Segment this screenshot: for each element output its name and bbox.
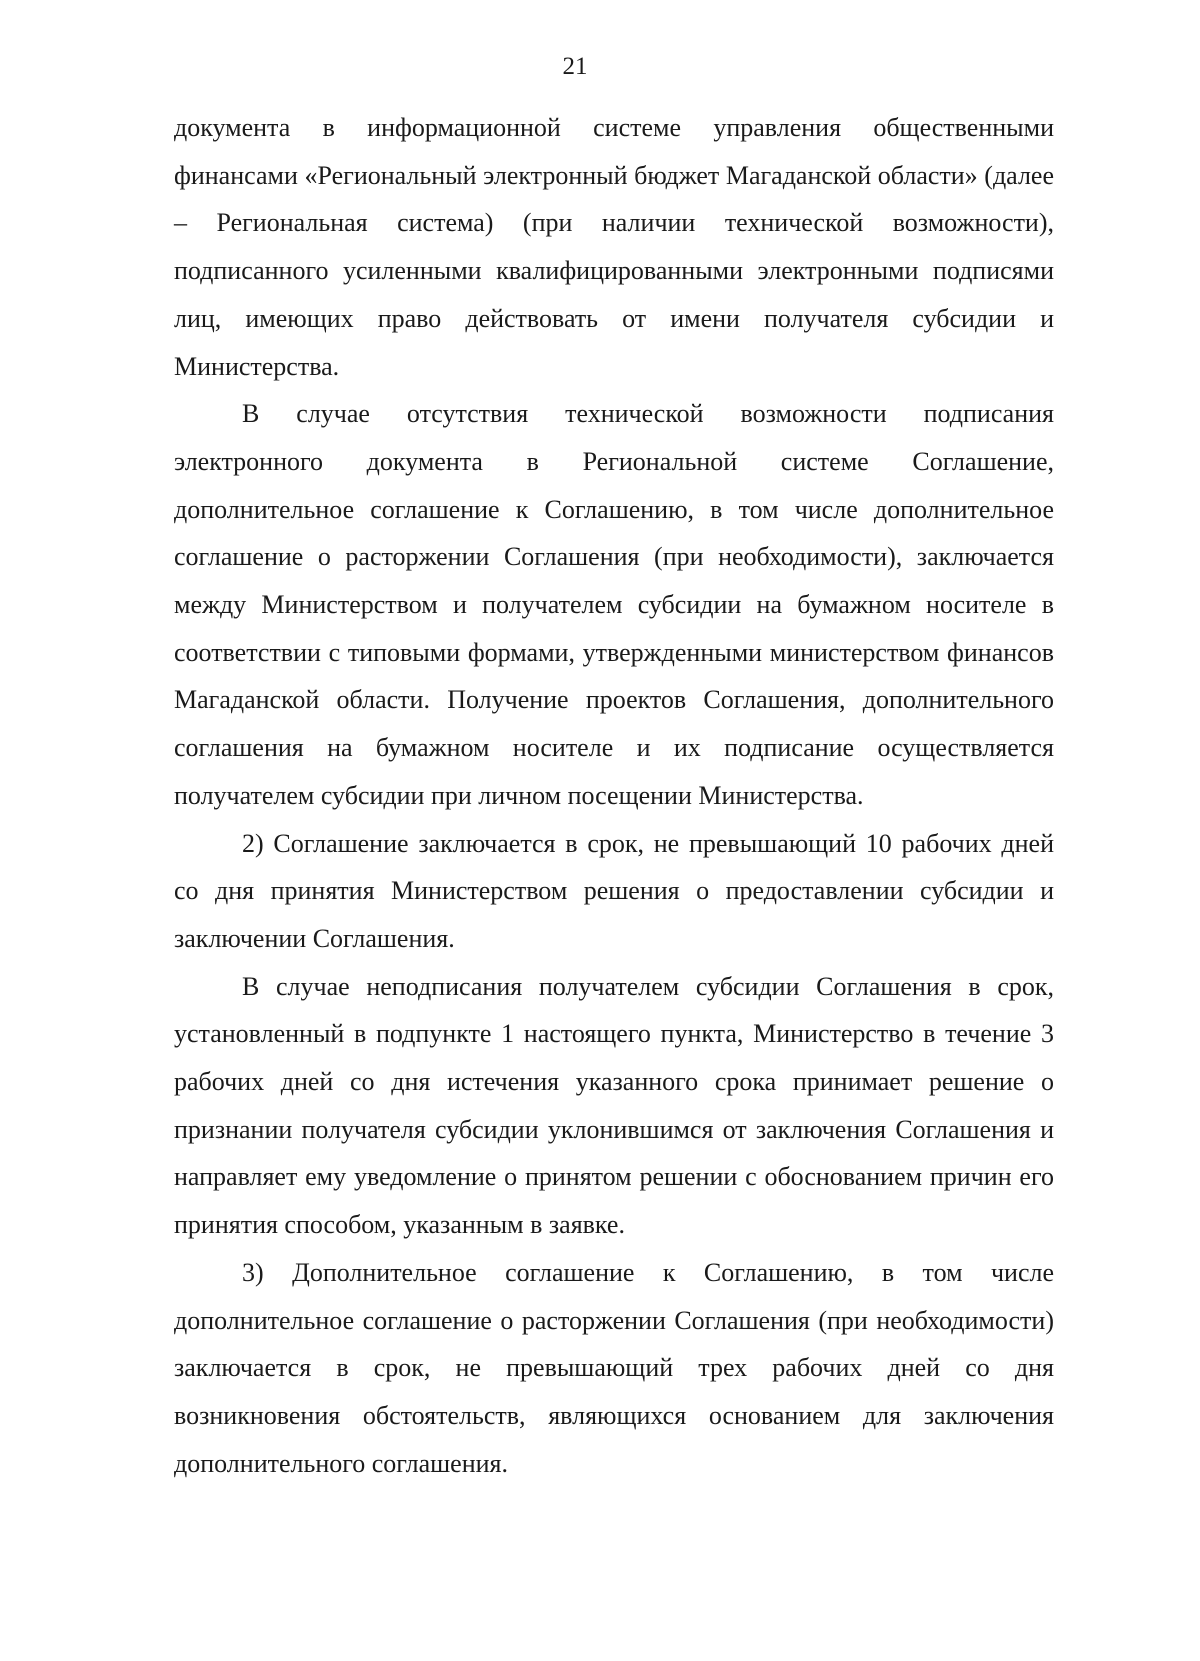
paragraph-item-3: 3) Дополнительное соглашение к Соглашению, в том числе дополнительное соглашение о расторжении Соглашения (при необходимости) заключается в срок, не превышающий трех рабочих дней со дня возникновения обстоятельств, являющихся основанием для заключения дополнительного соглашения. (174, 1257, 1054, 1478)
document-body (174, 104, 1054, 1487)
paragraph-continuation: документа в информационной системе управления общественными финансами «Региональный электронный бюджет Магаданской области» (далее – Региональная система) (при наличии технической возможности), подписанного усиленными квалифицированными электронными подписями лиц, имеющих право действовать от имени получателя субсидии и Министерства. (174, 113, 1054, 381)
page-number: 21 (562, 53, 588, 80)
paragraph-no-technical-possibility: В случае отсутствия технической возможности подписания электронного документа в Региональной системе Соглашение, дополнительное соглашение к Соглашению, в том числе дополнительное соглашение о расторжении Соглашения (при необходимости), заключается между Министерством и получателем субсидии на бумажном носителе в соответствии с типовыми формами, утвержденными министерством финансов Магаданской области. Получение проектов Соглашения, дополнительного соглашения на бумажном носителе и их подписание осуществляется получателем субсидии при личном посещении Министерства. (174, 399, 1054, 810)
paragraph-item-2: 2) Соглашение заключается в срок, не превышающий 10 рабочих дней со дня принятия Министерством решения о предоставлении субсидии и заключении Соглашения. (174, 828, 1054, 953)
paragraph-non-signing: В случае неподписания получателем субсидии Соглашения в срок, установленный в подпункте 1 настоящего пункта, Министерство в течение 3 рабочих дней со дня истечения указанного срока принимает решение о признании получателя субсидии уклонившимся от заключения Соглашения и направляет ему уведомление о принятом решении с обоснованием причин его принятия способом, указанным в заявке. (174, 971, 1054, 1240)
